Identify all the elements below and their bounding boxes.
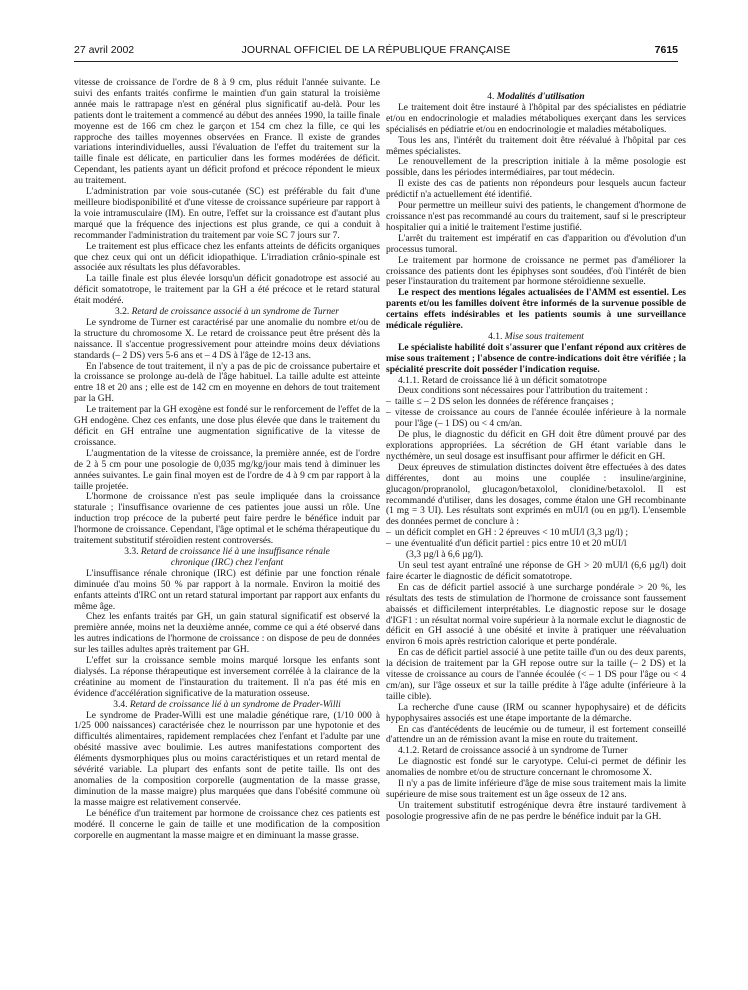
paragraph: Deux épreuves de stimulation distinctes doivent être effectuées à des dates différentes, dont au moins une couplée : insuline/arginine, glucagon/propranolol, glucagon/betaxolol, clonidine/betaxolol. Il est recommandé d'utiliser, dans les dosages, comme étalon une GH recombinante (1 mg = 3 UI). Les résultats sont exprimés en mUI/l (ou en µg/l). L'ensemble des données permet de conclure à : bbox=[386, 462, 686, 528]
section-heading-4 bbox=[386, 92, 686, 103]
section-heading-3-2 bbox=[74, 307, 380, 318]
list-item bbox=[386, 528, 686, 539]
paragraph: Le bénéfice d'un traitement par hormone de croissance chez ces patients est modéré. Il concerne le gain de taille et une modification de la composition corporelle en augmentant la masse maigre et en diminuant la masse grasse. bbox=[74, 808, 380, 841]
paragraph: La taille finale est plus élevée lorsqu'un déficit gonadotrope est associé au déficit somatotrope, le traitement par la GH a été précoce et le retard statural était modéré. bbox=[74, 274, 380, 307]
section-title-line2: chronique (IRC) chez l'enfant bbox=[170, 557, 284, 568]
paragraph: Le diagnostic est fondé sur le caryotype. Celui-ci permet de définir les anomalies de nombre et/ou de structure concernant le chromosome X. bbox=[386, 757, 686, 779]
paragraph: La recherche d'une cause (IRM ou scanner hypophysaire) et de déficits hypophysaires associés est une étape importante de la démarche. bbox=[386, 702, 686, 724]
header-journal-title: JOURNAL OFFICIEL DE LA RÉPUBLIQUE FRANÇAISE bbox=[241, 44, 511, 56]
paragraph: Il existe des cas de patients non répondeurs pour lesquels aucun facteur prédictif n'a actuellement été identifié. bbox=[386, 179, 686, 201]
list-item-text: taille ≤ – 2 DS selon les données de référence françaises ; bbox=[395, 397, 614, 408]
dash-marker: – bbox=[386, 539, 391, 550]
section-title: Retard de croissance lié à un syndrome de Prader-Willi bbox=[129, 699, 341, 710]
list-item-text: un déficit complet en GH : 2 épreuves < 10 mUI/l (3,3 µg/l) ; bbox=[395, 528, 628, 539]
list-item-text: vitesse de croissance au cours de l'année écoulée inférieure à la normale pour l'âge (– 1 DS) ou < 4 cm/an. bbox=[395, 408, 686, 430]
paragraph: Tous les ans, l'intérêt du traitement doit être réévalué à l'hôpital par ces mêmes spécialistes. bbox=[386, 135, 686, 157]
left-column bbox=[74, 78, 380, 841]
page-header bbox=[74, 44, 678, 58]
section-title: Retard de croissance associé à un syndrome de Turner bbox=[131, 307, 339, 318]
header-date: 27 avril 2002 bbox=[74, 44, 135, 56]
paragraph: Le traitement par la GH exogène est fondé sur le renforcement de l'effet de la GH endogène. Chez ces enfants, une dose plus élevée que dans le traitement du déficit en GH entraîne une augmentation significative de la vitesse de croissance. bbox=[74, 405, 380, 448]
paragraph: Le traitement par hormone de croissance ne permet pas d'améliorer la croissance des patients dont les épiphyses sont soudées, d'où l'intérêt de bien peser l'instauration du traitement par hormone stéroïdienne sexuelle. bbox=[386, 255, 686, 288]
section-heading-4-1 bbox=[386, 332, 686, 343]
paragraph: Le syndrome de Turner est caractérisé par une anomalie du nombre et/ou de la structure du chromosome X. Le retard de croissance peut être présent dès la naissance. Il s'accentue progressivement pour atteindre moins deux déviations standards (– 2 DS) vers 5-6 ans et – 4 DS à l'âge de 12-13 ans. bbox=[74, 317, 380, 361]
right-column bbox=[386, 78, 686, 823]
paragraph: Un traitement substitutif estrogénique devra être instauré tardivement à posologie progressive afin de ne pas perdre le bénéfice induit par la GH. bbox=[386, 800, 686, 822]
paragraph: L'effet sur la croissance semble moins marqué lorsque les enfants sont dialysés. La réponse thérapeutique est inversement corrélée à la clairance de la créatinine au moment de l'instauration du traitement. Il n'a pas été mis en évidence d'accélération significative de la maturation osseuse. bbox=[74, 656, 380, 699]
paragraph: Le traitement doit être instauré à l'hôpital par des spécialistes en pédiatrie et/ou en endocrinologie et maladies métaboliques exerçant dans les services spécialisés en pédiatrie et/ou en endocrinologie et maladies métaboliques. bbox=[386, 102, 686, 135]
section-number: 4.1. bbox=[488, 331, 503, 342]
paragraph: Le traitement est plus efficace chez les enfants atteints de déficits organiques que chez ceux qui ont un déficit idiopathique. L'irradiation crânio-spinale est associée aux résultats les plus défavorables. bbox=[74, 241, 380, 274]
paragraph: Chez les enfants traités par GH, un gain statural significatif est observé la première année, moins net la deuxième année, comme ce qui a été observé dans les autres indications de l'hormone de croissance : on dispose de peu de données sur les tailles adultes après traitement par GH. bbox=[74, 612, 380, 656]
list-item bbox=[386, 397, 686, 408]
paragraph: Le renouvellement de la prescription initiale à la même posologie est possible, dans les périodes intermédiaires, par tout médecin. bbox=[386, 157, 686, 179]
paragraph: En cas d'antécédents de leucémie ou de tumeur, il est fortement conseillé d'attendre un an de rémission avant la mise en route du traitement. bbox=[386, 724, 686, 746]
paragraph: vitesse de croissance de l'ordre de 8 à 9 cm, plus réduit l'année suivante. Le suivi des enfants traités confirme le maintien d'un gain statural la troisième année mais le rattrapage n'est en général plus significatif au-delà. Pour les patients dont le traitement a commencé au début des années 1990, la taille finale moyenne est de 166 cm chez le garçon et 154 cm chez la fille, ce qui les rapproche des tailles moyennes observées en France. Il existe de grandes variations interindividuelles, aussi l'évaluation de l'effet du traitement sur la taille finale est délicate, en particulier dans les formes modérées de déficit. Cependant, les patients ayant un déficit profond et précoce répondent le mieux au traitement. bbox=[74, 78, 380, 187]
paragraph: Un seul test ayant entraîné une réponse de GH > 20 mUI/l (6,6 µg/l) doit faire écarter le diagnostic de déficit somatotrope. bbox=[386, 560, 686, 582]
section-title: Modalités d'utilisation bbox=[496, 92, 585, 102]
list-item-text: une éventualité d'un déficit partiel : pics entre 10 et 20 mUI/l bbox=[395, 539, 627, 550]
section-number: 4. bbox=[487, 92, 495, 102]
paragraph: En cas de déficit partiel associé à une surcharge pondérale > 20 %, les résultats des tests de stimulation de l'hormone de croissance sont faussement abaissés et difficilement interprétables. Le diagnostic repose sur le dosage d'IGF1 : un résultat normal voire supérieur à la normale exclut le diagnostic de déficit en GH associé à une obésité et invite à pratiquer une réévaluation environ 6 mois après restriction calorique et perte pondérale. bbox=[386, 582, 686, 648]
section-title: Retard de croissance lié à une insuffisance rénale bbox=[140, 546, 330, 557]
paragraph: L'arrêt du traitement est impératif en cas d'apparition ou d'évolution d'un processus tumoral. bbox=[386, 233, 686, 255]
list-item bbox=[386, 408, 686, 430]
dash-marker: – bbox=[386, 528, 391, 539]
paragraph: L'insuffisance rénale chronique (IRC) est définie par une fonction rénale diminuée d'au moins 50 % par rapport à la normale. Environ la moitié des enfants atteints d'IRC ont un retard statural important par rapport aux enfants du même âge. bbox=[74, 568, 380, 612]
bold-paragraph: Le spécialiste habilité doit s'assurer que l'enfant répond aux critères de mise sous traitement ; l'absence de contre-indications doit être vérifiée ; la spécialité prescrite doit posséder l'indication requise. bbox=[386, 342, 686, 375]
paragraph: L'administration par voie sous-cutanée (SC) est préférable du fait d'une meilleure biodisponibilité et d'une vitesse de croissance supérieure par rapport à la voie intramusculaire (IM). En outre, l'effet sur la croissance est d'autant plus marqué que la fréquence des injections est plus grande, ce qui a conduit à recommander l'administration du traitement par voie SC 7 jours sur 7. bbox=[74, 187, 380, 241]
paragraph: Le syndrome de Prader-Willi est une maladie génétique rare, (1/10 000 à 1/25 000 naissances) caractérisée chez le nourrisson par une hypotonie et des difficultés alimentaires, rapidement remplacées chez l'enfant et l'adulte par une obésité massive avec boulimie. Les autres manifestations comportent des éléments dysmorphiques plus ou moins caractéristiques et un retard mental de sévérité variable. La plupart des enfants sont de petite taille. Ils ont des anomalies de la composition corporelle (augmentation de la masse grasse, diminution de la masse maigre) plus marquées que dans l'obésité commune où la masse maigre est relativement conservée. bbox=[74, 710, 380, 808]
section-number: 3.4. bbox=[113, 699, 128, 710]
section-heading-3-3 bbox=[74, 547, 380, 569]
section-heading-3-4 bbox=[74, 700, 380, 711]
bold-paragraph: Le respect des mentions légales actualisées de l'AMM est essentiel. Les parents et/ou les familles doivent être informés de la survenue possible de certains effets indésirables et les patients soumis à une surveillance médicale régulière. bbox=[386, 288, 686, 332]
section-title: Mise sous traitement bbox=[504, 331, 584, 342]
paragraph: L'augmentation de la vitesse de croissance, la première année, est de l'ordre de 2 à 5 cm pour une posologie de 0,035 mg/kg/jour mais tend à diminuer les années suivantes. Le gain final moyen est de l'ordre de 4 à 9 cm par rapport à la taille projetée. bbox=[74, 448, 380, 492]
paragraph: De plus, le diagnostic du déficit en GH doit être dûment prouvé par des explorations appropriées. La sécrétion de GH étant variable dans le nycthémère, un seul dosage est insuffisant pour affirmer le déficit en GH. bbox=[386, 430, 686, 462]
section-number: 3.2. bbox=[114, 307, 130, 318]
list-item-continuation: (3,3 µg/l à 6,6 µg/l). bbox=[406, 550, 484, 561]
section-number: 3.3. bbox=[124, 546, 139, 557]
list-item bbox=[386, 539, 686, 550]
paragraph: Il n'y a pas de limite inférieure d'âge de mise sous traitement mais la limite supérieure de mise sous traitement est un âge osseux de 12 ans. bbox=[386, 779, 686, 800]
header-rule bbox=[74, 61, 678, 62]
paragraph: L'hormone de croissance n'est pas seule impliquée dans la croissance staturale ; l'insuffisance ovarienne de ces patientes joue aussi un rôle. Une induction trop précoce de la puberté peut faire perdre le bénéfice induit par l'hormone de croissance. Cependant, l'âge optimal et le schéma thérapeutique du traitement substitutif stéroïdien restent controversés. bbox=[74, 492, 380, 547]
subsection-heading-4-1-1: 4.1.1. Retard de croissance lié à un déficit somatotrope bbox=[398, 375, 607, 386]
header-page-number: 7615 bbox=[654, 44, 678, 56]
paragraph: Deux conditions sont nécessaires pour l'attribution du traitement : bbox=[398, 386, 648, 397]
paragraph: Pour permettre un meilleur suivi des patients, le changement d'hormone de croissance n'est pas recommandé au cours du traitement, sauf si le prescripteur hospitalier qui a initié le traitement l'estime justifié. bbox=[386, 201, 686, 233]
paragraph: En l'absence de tout traitement, il n'y a pas de pic de croissance pubertaire et la croissance se prolonge au-delà de l'âge habituel. La taille adulte est atteinte entre 18 et 20 ans ; elle est de 142 cm en moyenne en dehors de tout traitement par la GH. bbox=[74, 361, 380, 405]
paragraph: En cas de déficit partiel associé à une petite taille d'un ou des deux parents, la décision de traitement par la GH repose outre sur la taille (– 2 DS) et la vitesse de croissance au cours de l'année écoulée (< – 1 DS pour l'âge ou < 4 cm/an), sur l'âge osseux et sur la taille prédite à l'âge adulte (inférieure à la taille cible). bbox=[386, 648, 686, 702]
dash-marker: – bbox=[386, 408, 391, 419]
dash-marker: – bbox=[386, 397, 391, 408]
subsection-heading-4-1-2: 4.1.2. Retard de croissance associé à un syndrome de Turner bbox=[398, 746, 628, 757]
